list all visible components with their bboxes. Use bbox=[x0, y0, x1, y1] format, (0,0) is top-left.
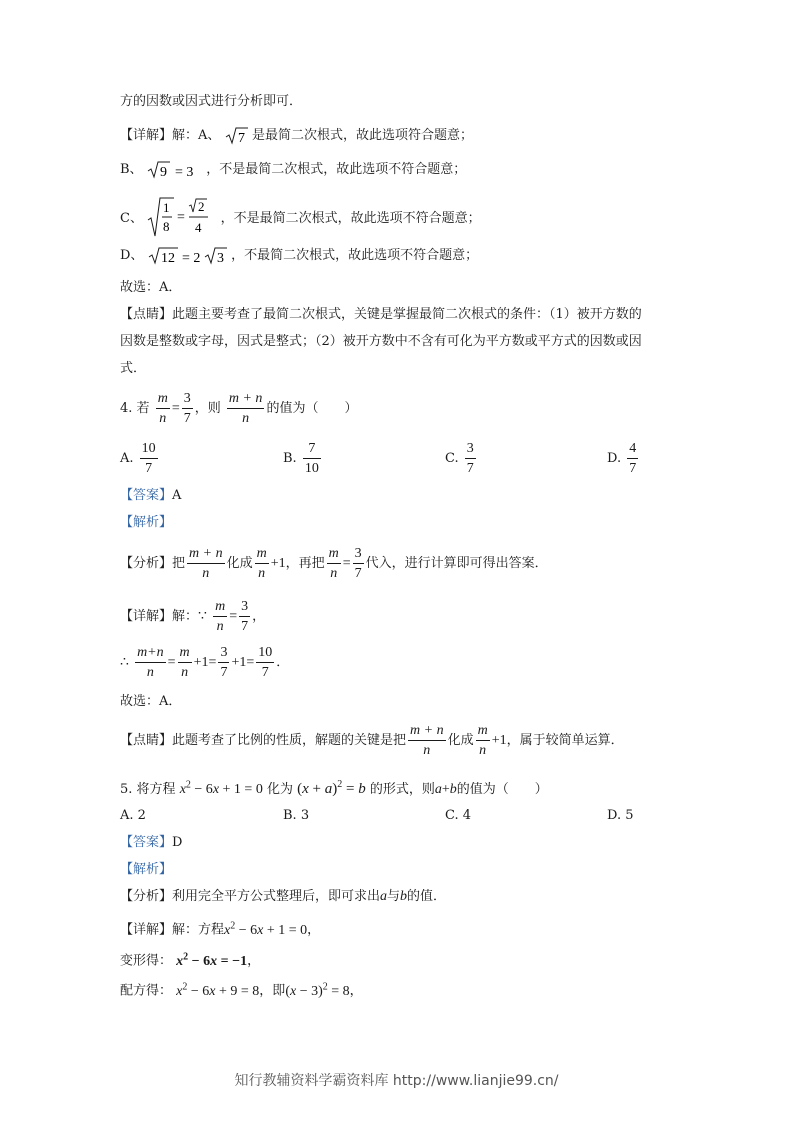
q4-detail-result: ∴ $\frac{m+n}{n}$ = $\frac{m}{n}$ +1= $\frac{3}{7}$ +1= $\frac{10}{7}$ ． bbox=[120, 645, 290, 680]
option-b[interactable]: B. $\frac{7}{10}$ bbox=[283, 441, 319, 476]
q4-stem: 4. 若 $\frac{m}{n}$ = $\frac{3}{7}$ ，则 $\frac{m + n}{n}$ 的值为（ ） bbox=[120, 391, 358, 426]
q5-step1: 变形得： $x^2 - 6x = -1$， bbox=[120, 951, 261, 969]
square-form-formula: $(x + a)^2 = b$ bbox=[297, 779, 366, 797]
q5-detail: 【详解】解：方程$x^2 - 6x + 1 = 0$， bbox=[120, 920, 321, 938]
answer-line: 【答案】A bbox=[120, 488, 182, 503]
option-a[interactable]: A. 2 bbox=[120, 808, 146, 823]
svg-text:2: 2 bbox=[198, 199, 205, 214]
svg-text:7: 7 bbox=[237, 131, 245, 146]
note-line: 【点睛】此题主要考查了最简二次根式，关键是掌握最简二次根式的条件：（1）被开方数的 bbox=[120, 307, 642, 322]
answer-line: 【答案】D bbox=[120, 835, 183, 850]
footer-watermark: 知行教辅资料学霸资料库 http://www.lianjie99.cn/ bbox=[234, 1073, 559, 1089]
equation-formula: $x^2 - 6x + 1 = 0$ bbox=[179, 779, 263, 797]
detail-line-b: B、 9 = 3 ，不是最简二次根式，故此选项不符合题意； bbox=[120, 162, 467, 180]
q4-detail: 【详解】解：∵ $\frac{m}{n}$ = $\frac{3}{7}$ ， bbox=[120, 599, 266, 634]
sqrt-7-formula bbox=[225, 128, 253, 146]
svg-text:4: 4 bbox=[195, 220, 202, 235]
q4-options bbox=[0, 440, 793, 480]
sqrt-9-formula bbox=[147, 162, 207, 180]
svg-text:12: 12 bbox=[160, 251, 175, 266]
detail-line-a: 【详解】解：A、 7 是最简二次根式，故此选项符合题意； bbox=[120, 128, 474, 146]
fraction-m-over-n: $\frac{m}{n}$ bbox=[157, 391, 168, 426]
svg-text:=: = bbox=[177, 210, 185, 225]
q5-analysis: 【分析】利用完全平方公式整理后，即可求出a与b的值． bbox=[120, 889, 447, 904]
option-b[interactable]: B. 3 bbox=[283, 808, 310, 823]
sqrt-one-eighth-formula bbox=[147, 199, 221, 235]
svg-text:1: 1 bbox=[163, 200, 170, 215]
fraction-3-over-7: $\frac{3}{7}$ bbox=[183, 391, 191, 426]
fraction-m-plus-n-over-n: $\frac{m + n}{n}$ bbox=[228, 391, 263, 426]
svg-text:= 2: = 2 bbox=[181, 251, 200, 266]
svg-text:8: 8 bbox=[163, 219, 170, 234]
note-line: 式． bbox=[120, 361, 147, 376]
option-c[interactable]: C. $\frac{3}{7}$ bbox=[445, 441, 474, 476]
q5-stem: 5. 将方程 $x^2 - 6x + 1 = 0$ 化为 $(x + a)^2 = b$ 的形式，则a+b的值为（ ） bbox=[120, 779, 548, 797]
sqrt-12-formula bbox=[148, 248, 232, 266]
analysis-heading: 【解析】 bbox=[120, 862, 173, 877]
detail-tag: 【详解】 bbox=[120, 128, 173, 144]
svg-text:= 3: = 3 bbox=[174, 165, 194, 180]
option-d[interactable]: D. 5 bbox=[607, 808, 634, 823]
q4-note: 【点睛】此题考查了比例的性质，解题的关键是把 $\frac{m + n}{n}$ 化成 $\frac{m}{n}$ +1，属于较简单运算． bbox=[120, 723, 624, 758]
choose-line: 故选：A． bbox=[120, 280, 182, 295]
a-plus-b: a bbox=[434, 782, 442, 797]
option-c[interactable]: C. 4 bbox=[445, 808, 472, 823]
option-a[interactable]: A. $\frac{10}{7}$ bbox=[120, 441, 156, 476]
text-line: 方的因数或因式进行分析即可． bbox=[120, 94, 303, 109]
analysis-heading: 【解析】 bbox=[120, 515, 173, 530]
svg-text:3: 3 bbox=[216, 251, 224, 266]
note-line: 因数是整数或字母，因式是整式；（2）被开方数中不含有可化为平方数或平方式的因数或因 bbox=[120, 334, 642, 349]
q4-analysis: 【分析】把 $\frac{m + n}{n}$ 化成 $\frac{m}{n}$ +1，再把 $\frac{m}{n}$ = $\frac{3}{7}$ 代入，进行计算即可得出答案． bbox=[120, 546, 548, 581]
svg-text:9: 9 bbox=[159, 165, 167, 180]
detail-line-c: C、 1 8 = 2 4 ，不是最简二次根式，故此选项不符合题意； bbox=[120, 199, 481, 235]
detail-line-d: D、 12 = 2 3 ，不最简二次根式，故此选项不符合题意； bbox=[120, 248, 479, 266]
q5-options bbox=[0, 808, 793, 830]
choose-line: 故选：A． bbox=[120, 694, 182, 709]
q5-step2: 配方得： $x^2 - 6x + 9 = 8$，即$(x - 3)^2 = 8$， bbox=[120, 981, 363, 999]
option-d[interactable]: D. $\frac{4}{7}$ bbox=[607, 441, 637, 476]
